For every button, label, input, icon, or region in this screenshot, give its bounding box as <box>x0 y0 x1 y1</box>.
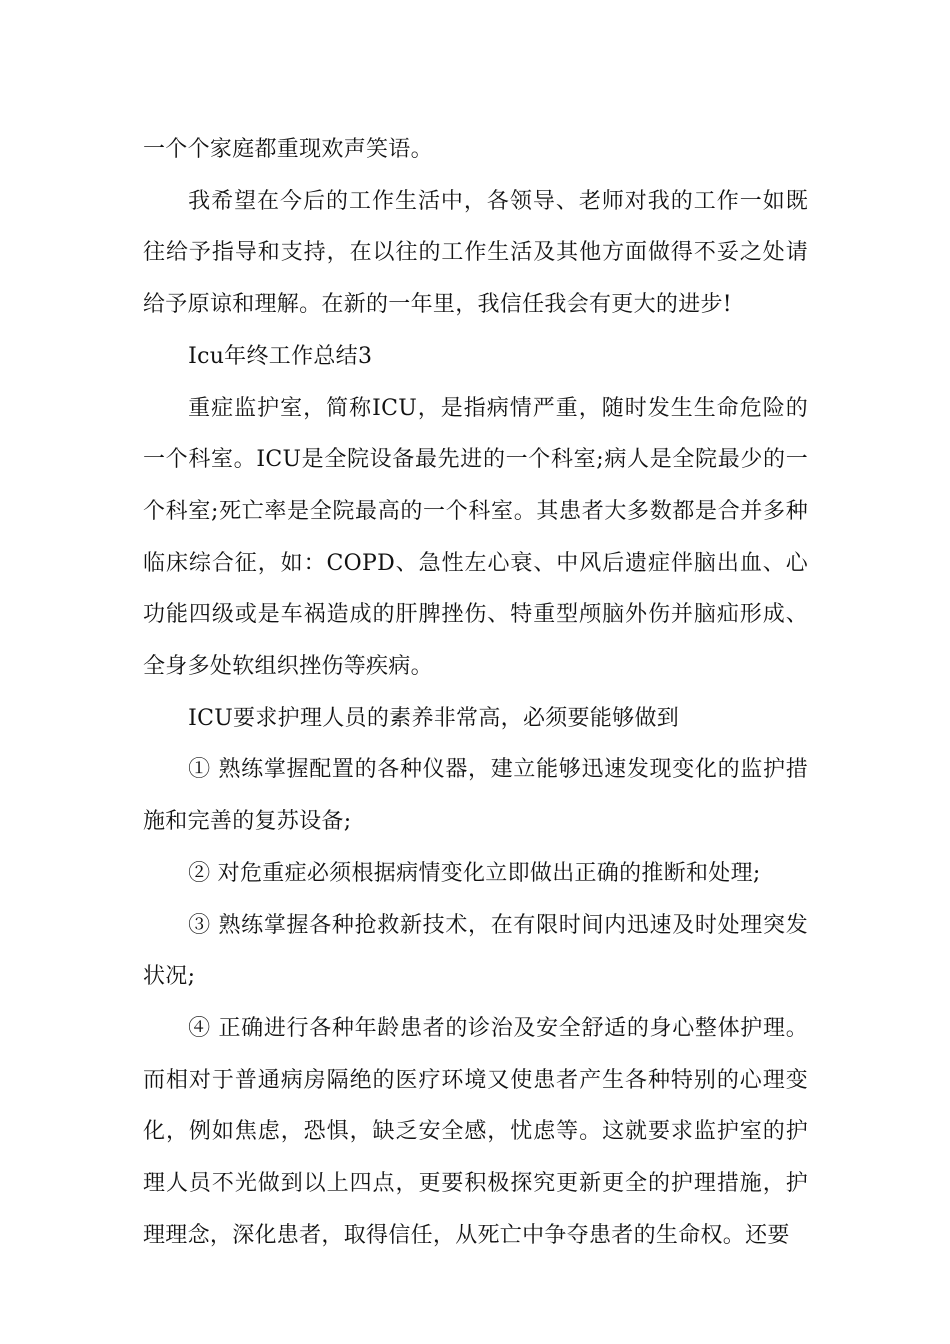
list-item-1: ① 熟练掌握配置的各种仪器，建立能够迅速发现变化的监护措施和完善的复苏设备; <box>143 757 808 835</box>
document-body <box>143 124 808 1261</box>
paragraph-continuation: 一个个家庭都重现欢声笑语。 <box>143 137 433 162</box>
list-item-3: ③ 熟练掌握各种抢救新技术，在有限时间内迅速及时处理突发状况; <box>143 912 808 990</box>
paragraph-icu-requirements: ICU要求护理人员的素养非常高，必须要能够做到 <box>188 705 680 731</box>
paragraph-icu-intro: 重症监护室，简称ICU，是指病情严重，随时发生生命危险的一个科室。ICU是全院设备最先进的一个科室;病人是全院最少的一个科室;死亡率是全院最高的一个科室。其患者大多数都是合并多种临床综合征，如：COPD、急性左心衰、中风后遗症伴脑出血、心功能四级或是车祸造成的肝脾挫伤、特重型颅脑外伤并脑疝形成、全身多处软组织挫伤等疾病。 <box>143 395 808 680</box>
list-item-2: ② 对危重症必须根据病情变化立即做出正确的推断和处理; <box>188 860 761 886</box>
list-item-4: ④ 正确进行各种年龄患者的诊治及安全舒适的身心整体护理。而相对于普通病房隔绝的医疗环境又使患者产生各种特别的心理变化，例如焦虑，恐惧，缺乏安全感，忧虑等。这就要求监护室的护理人员不光做到以上四点，更要积极探究更新更全的护理措施，护理理念，深化患者，取得信任，从死亡中争夺患者的生命权。还要 <box>143 1015 808 1248</box>
section-heading: Icu年终工作总结3 <box>188 343 373 369</box>
paragraph-hope: 我希望在今后的工作生活中，各领导、老师对我的工作一如既往给予指导和支持，在以往的工作生活及其他方面做得不妥之处请给予原谅和理解。在新的一年里，我信任我会有更大的进步! <box>143 188 808 318</box>
